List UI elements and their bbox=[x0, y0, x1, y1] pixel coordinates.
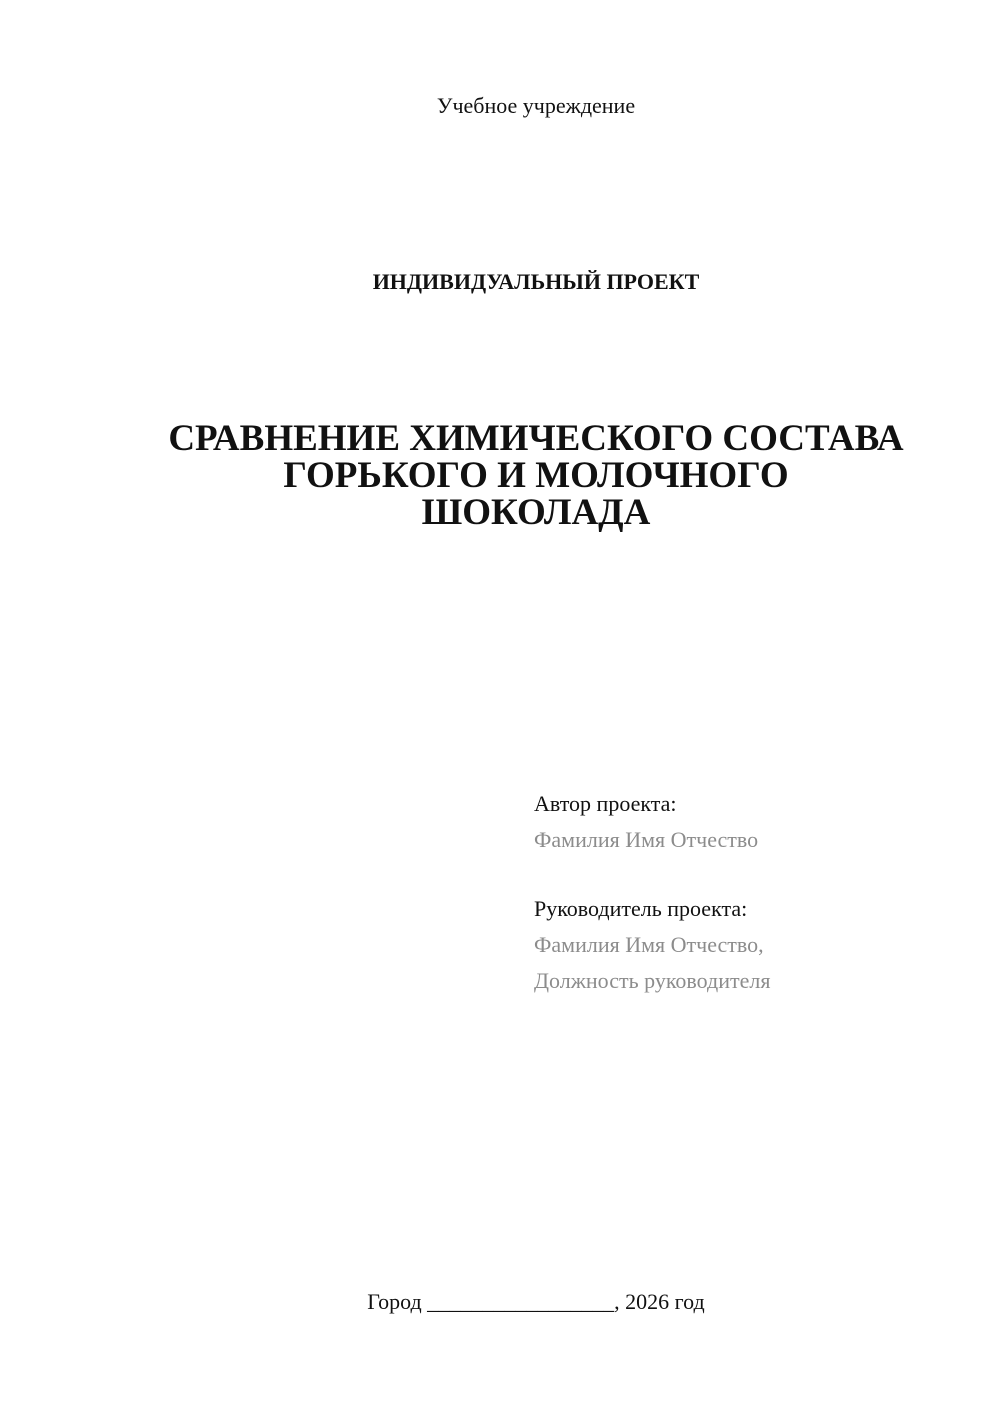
project-title-line-1: СРАВНЕНИЕ ХИМИЧЕСКОГО СОСТАВА bbox=[168, 418, 904, 459]
project-title-line-3: ШОКОЛАДА bbox=[421, 492, 651, 533]
city-year-footer: Город _________________, 2026 год bbox=[367, 1289, 705, 1314]
supervisor-name: Фамилия Имя Отчество, bbox=[534, 932, 764, 957]
author-name: Фамилия Имя Отчество bbox=[534, 827, 759, 852]
author-label: Автор проекта: bbox=[534, 791, 677, 816]
supervisor-label: Руководитель проекта: bbox=[534, 896, 748, 921]
supervisor-position: Должность руководителя bbox=[534, 968, 771, 993]
author-block bbox=[534, 786, 758, 858]
document-type: ИНДИВИДУАЛЬНЫЙ ПРОЕКТ bbox=[372, 269, 700, 294]
supervisor-block bbox=[534, 891, 770, 999]
institution-name: Учебное учреждение bbox=[436, 93, 636, 118]
project-title-line-2: ГОРЬКОГО И МОЛОЧНОГО bbox=[283, 455, 789, 496]
project-title bbox=[0, 420, 1000, 531]
